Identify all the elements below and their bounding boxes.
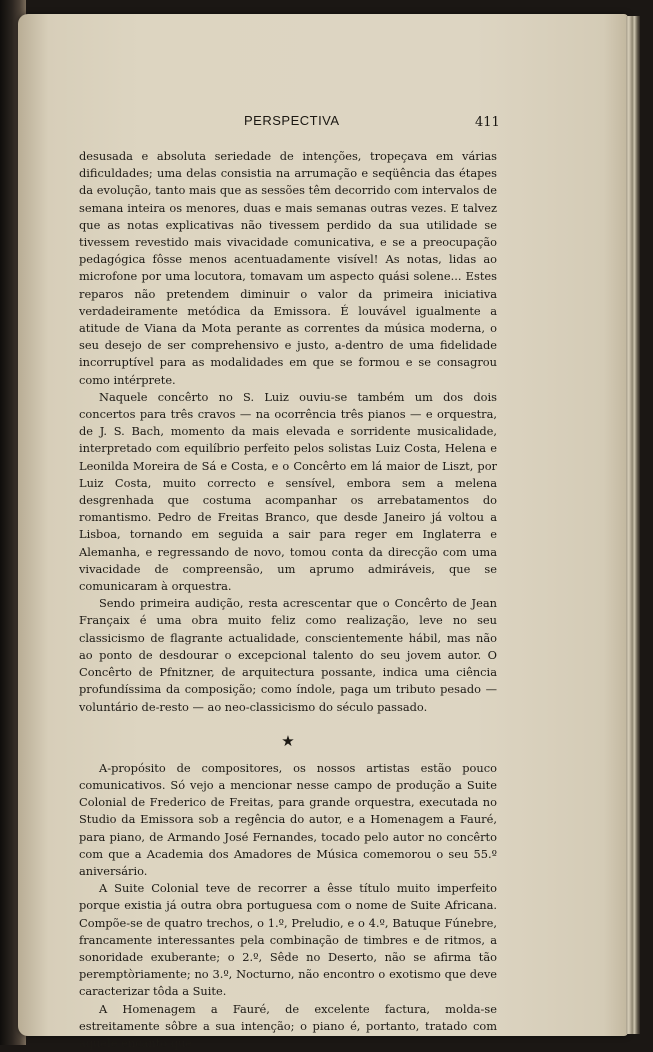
paragraph-6: A Homenagem a Fauré, de excelente factura, molda-se estreitamente sôbre a sua intenção; o piano é, portanto, tratado com aquele encanto que bbox=[79, 1001, 497, 1050]
paragraph-4: A-propósito de compositores, os nossos artistas estão pouco comunicativos. Só vejo a mencionar nesse campo de produção a Suite Colonial de Frederico de Freitas, para grande orquestra, executada no Studio da Emissora sob a regência do autor, e a Homenagem a Fauré, para piano, de Armando José Fernandes, tocado pelo autor no concêrto com que a Academia dos Amadores de Música comemorou o seu 55.º aniversário. bbox=[79, 760, 497, 878]
paragraph-3: Sendo primeira audição, resta acrescentar que o Concêrto de Jean Françaix é uma obra muito feliz como realização, leve no seu classicismo de flagrante actualidade, conscientemente hábil, mas não ao ponto de desdourar o excepcional talento do seu jovem autor. O Concêrto de Pfnitzner, de arquitectura possante, indica uma ciência profundíssima da composição; como índole, paga um tributo pesado — voluntário de-resto — ao neo-classicismo do século passado. bbox=[79, 596, 497, 714]
article-body bbox=[79, 148, 497, 1052]
page-number: 411 bbox=[475, 115, 500, 130]
paragraph-1: desusada e absoluta seriedade de intenções, tropeçava em várias dificuldades; uma delas consistia na arrumação e seqüência das étapes da evolução, tanto mais que as sessões têm decorrido com intervalos de semana inteira os menores, duas e mais semanas outras vezes. E talvez que as notas explicativas não tivessem perdido da sua utilidade se tivessem revestido mais vivacidade comunicativa, e se a preocupação pedagógica fôsse menos acentuadamente visível! As notas, lidas ao microfone por uma locutora, tomavam um aspecto quási solene... Estes reparos não pretendem diminuir o valor da primeira iniciativa verdadeiramente metódica da Emissora. É louvável igualmente a atitude de Viana da Mota perante as correntes da música moderna, o seu desejo de ser comprehensivo e justo, a-dentro de uma fidelidade incorruptível para as modalidades em que se formou e se consagrou como intérprete. bbox=[79, 149, 497, 387]
paragraph-2: Naquele concêrto no S. Luiz ouviu-se também um dos dois concertos para três cravos — na ocorrência três pianos — e orquestra, de J. S. Bach, momento da mais elevada e sorridente musicalidade, interpretado com equilíbrio perfeito pelos solistas Luiz Costa, Helena e Leonilda Moreira de Sá e Costa, e o Concêrto em lá maior de Liszt, por Luiz Costa, muito correcto e sensível, embora sem a melena desgrenhada que costuma acompanhar os arrebatamentos do romantismo. Pedro de Freitas Branco, que desde Janeiro já voltou a Lisboa, tornando em seguida a sair para reger em Inglaterra e Alemanha, e regressando de novo, tomou conta da direcção com uma vivacidade de compreensão, um aprumo admiráveis, que se comunicaram à orquestra. bbox=[79, 389, 497, 594]
section-separator-star: ★ bbox=[281, 731, 295, 750]
paragraph-5: A Suite Colonial teve de recorrer a êsse título muito imperfeito porque existia já outra obra portuguesa com o nome de Suite Africana. Compõe-se de quatro trechos, o 1.º, Preludio, e o 4.º, Batuque Fúnebre, francamente interessantes pela combinação de timbres e de ritmos, a sonoridade exuberante; o 2.º, Sêde no Deserto, não se afirma tão peremptòriamente; no 3.º, Nocturno, não encontro o exotismo que deve caracterizar tôda a Suite. bbox=[79, 881, 497, 999]
running-title: PERSPECTIVA bbox=[244, 113, 340, 128]
page-edge-stack bbox=[626, 16, 640, 1034]
